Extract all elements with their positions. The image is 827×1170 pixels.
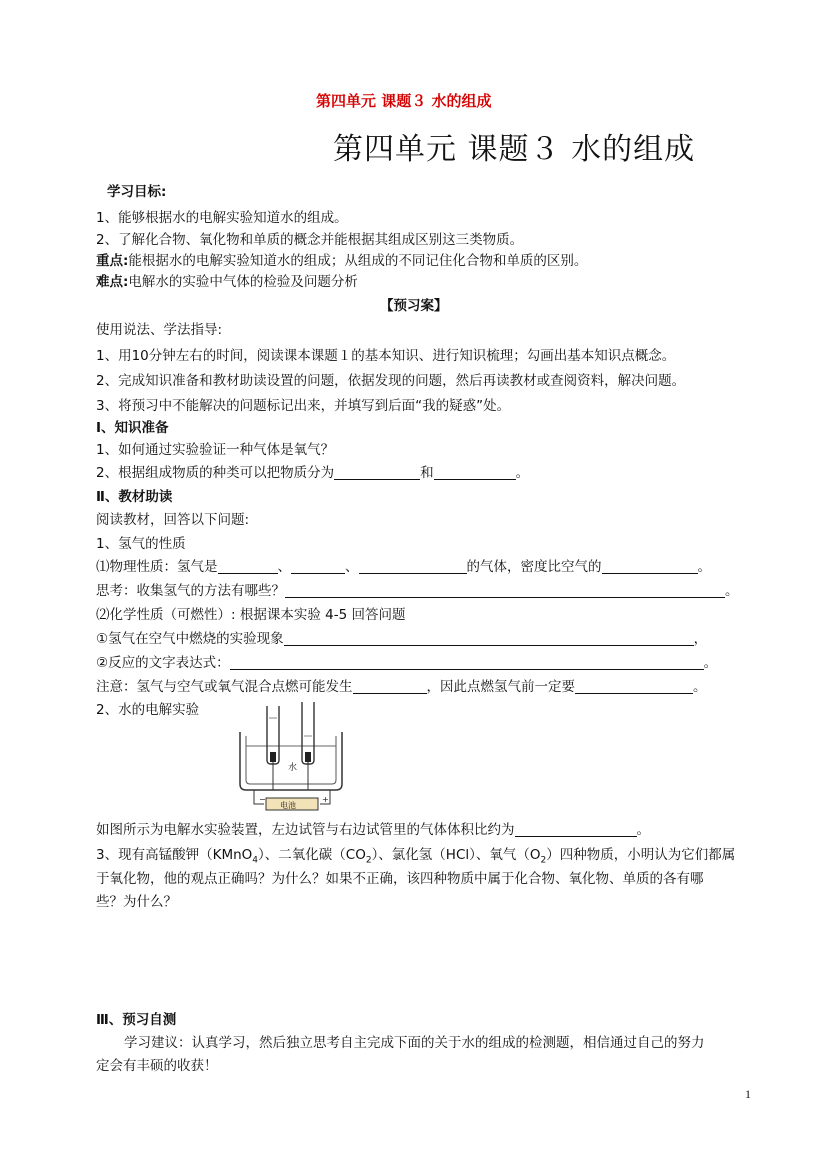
q2-and: 和 (420, 465, 434, 481)
difficult-point (96, 273, 358, 291)
section-3-heading: Ⅲ、预习自测 (96, 1012, 177, 1028)
guide-item-1: 1、用10分钟左右的时间，阅读课本课题１的基本知识、进行知识梳理；勾画出基本知识点概念。 (96, 348, 676, 364)
study-advice-line-2: 定会有丰硕的收获！ (96, 1058, 218, 1074)
period: 。 (725, 583, 739, 599)
word-equation-prefix: ②反应的文字表达式： (96, 655, 230, 671)
blank-input[interactable] (291, 559, 345, 574)
blank-input[interactable] (575, 679, 693, 694)
question-3-line-1 (96, 846, 735, 870)
beaker-outline (240, 732, 342, 790)
guide-item-2: 2、完成知识准备和教材助读设置的问题，依据发现的问题，然后再读教材或查阅资料，解决问题。 (96, 373, 686, 389)
electrolysis-diagram (234, 698, 352, 812)
large-title-banner: 第四单元 课题３ 水的组成 (333, 132, 696, 167)
q3-part: 3、现有高锰酸钾（KMnO (96, 847, 253, 863)
caution-middle: ，因此点燃氢气前一定要 (426, 679, 575, 695)
subscript: 4 (252, 855, 259, 866)
minus-sign: − (259, 795, 266, 804)
blank-input[interactable] (284, 631, 694, 646)
q2-prefix: 2、根据组成物质的种类可以把物质分为 (96, 465, 335, 481)
key-point (96, 252, 587, 270)
blank-input[interactable] (602, 559, 698, 574)
section-1-heading: Ⅰ、知识准备 (96, 420, 169, 436)
physical-prefix: ⑴物理性质：氢气是 (96, 559, 218, 575)
q3-part: ）四种物质，小明认为它们都属 (546, 847, 736, 863)
key-point-text: 能根据水的电解实验知道水的组成；从组成的不同记住化合物和单质的区别。 (128, 253, 588, 269)
volume-ratio-line (96, 821, 650, 839)
blank-input[interactable] (434, 465, 516, 480)
red-page-title: 第四单元 课题３ 水的组成 (316, 92, 492, 110)
separator: 、 (277, 559, 291, 575)
water-label: 水 (288, 763, 298, 773)
q2-end: 。 (515, 465, 530, 481)
blank-input[interactable] (218, 559, 278, 574)
question-3-line-3: 些？为什么？ (96, 894, 177, 910)
comma: ， (693, 631, 708, 647)
left-electrode (270, 752, 276, 762)
combustion-prefix: ①氢气在空气中燃烧的实验现象 (96, 631, 284, 647)
subscript: 2 (365, 855, 372, 866)
beaker-inner (246, 736, 336, 784)
caution-prefix: 注意：氢气与空气或氧气混合点燃可能发生 (96, 679, 353, 695)
period: 。 (703, 655, 718, 671)
question-3-line-2: 于氧化物，他的观点正确吗？为什么？如果不正确，该四种物质中属于化合物、氧化物、单质的各有哪 (96, 871, 704, 887)
plus-sign: + (322, 795, 329, 804)
section-2-heading: Ⅱ、教材助读 (96, 489, 173, 505)
study-advice-line-1: 学习建议：认真学习，然后独立思考自主完成下面的关于水的组成的检测题，相信通过自己的努力 (124, 1035, 705, 1051)
physical-middle: 的气体，密度比空气的 (466, 559, 602, 575)
blank-input[interactable] (334, 465, 420, 480)
physical-properties-line (96, 558, 711, 576)
think-question-line (96, 582, 739, 600)
objective-item-2: 2、了解化合物、氧化物和单质的概念并能根据其组成区别这三类物质。 (96, 232, 524, 248)
section-1-question-1: 1、如何通过实验验证一种气体是氧气？ (96, 442, 335, 458)
preview-case-label: 【预习案】 (380, 298, 448, 314)
difficult-point-text: 电解水的实验中气体的检验及问题分析 (128, 274, 358, 290)
period: 。 (693, 679, 707, 695)
section-2-intro: 阅读教材，回答以下问题: (96, 512, 250, 528)
separator: 、 (345, 559, 359, 575)
difficult-point-label: 难点: (96, 274, 129, 290)
caution-line (96, 678, 707, 696)
period: 。 (636, 822, 650, 838)
blank-input[interactable] (515, 822, 637, 837)
subscript: 2 (540, 855, 547, 866)
guide-item-3: 3、将预习中不能解决的问题标记出来，并填写到后面“我的疑惑”处。 (96, 398, 511, 414)
blank-input[interactable] (285, 583, 725, 598)
battery-label: 电池 (280, 801, 296, 810)
objectives-heading: 学习目标: (107, 184, 167, 200)
combustion-phenomenon-line (96, 630, 707, 648)
blank-input[interactable] (353, 679, 427, 694)
electrolysis-title: 2、水的电解实验 (96, 702, 200, 718)
q3-part: ）、二氧化碳（CO (258, 847, 366, 863)
section-1-question-2 (96, 464, 529, 482)
guide-title: 使用说法、学法指导: (96, 322, 223, 338)
period: 。 (697, 559, 711, 575)
volume-ratio-text: 如图所示为电解水实验装置，左边试管与右边试管里的气体体积比约为 (96, 822, 515, 838)
word-equation-line (96, 654, 717, 672)
chemical-properties-title: ⑵化学性质（可燃性）: 根据课本实验 4-5 回答问题 (96, 607, 406, 623)
hydrogen-properties-title: 1、氢气的性质 (96, 536, 186, 552)
right-electrode (305, 752, 311, 762)
think-question: 思考：收集氢气的方法有哪些？ (96, 583, 285, 599)
page-number: 1 (745, 1087, 751, 1101)
blank-input[interactable] (230, 655, 704, 670)
q3-part: ）、氯化氢（HCl）、氧气（O (371, 847, 541, 863)
key-point-label: 重点: (96, 253, 129, 269)
objective-item-1: 1、能够根据水的电解实验知道水的组成。 (96, 210, 348, 226)
blank-input[interactable] (359, 559, 467, 574)
